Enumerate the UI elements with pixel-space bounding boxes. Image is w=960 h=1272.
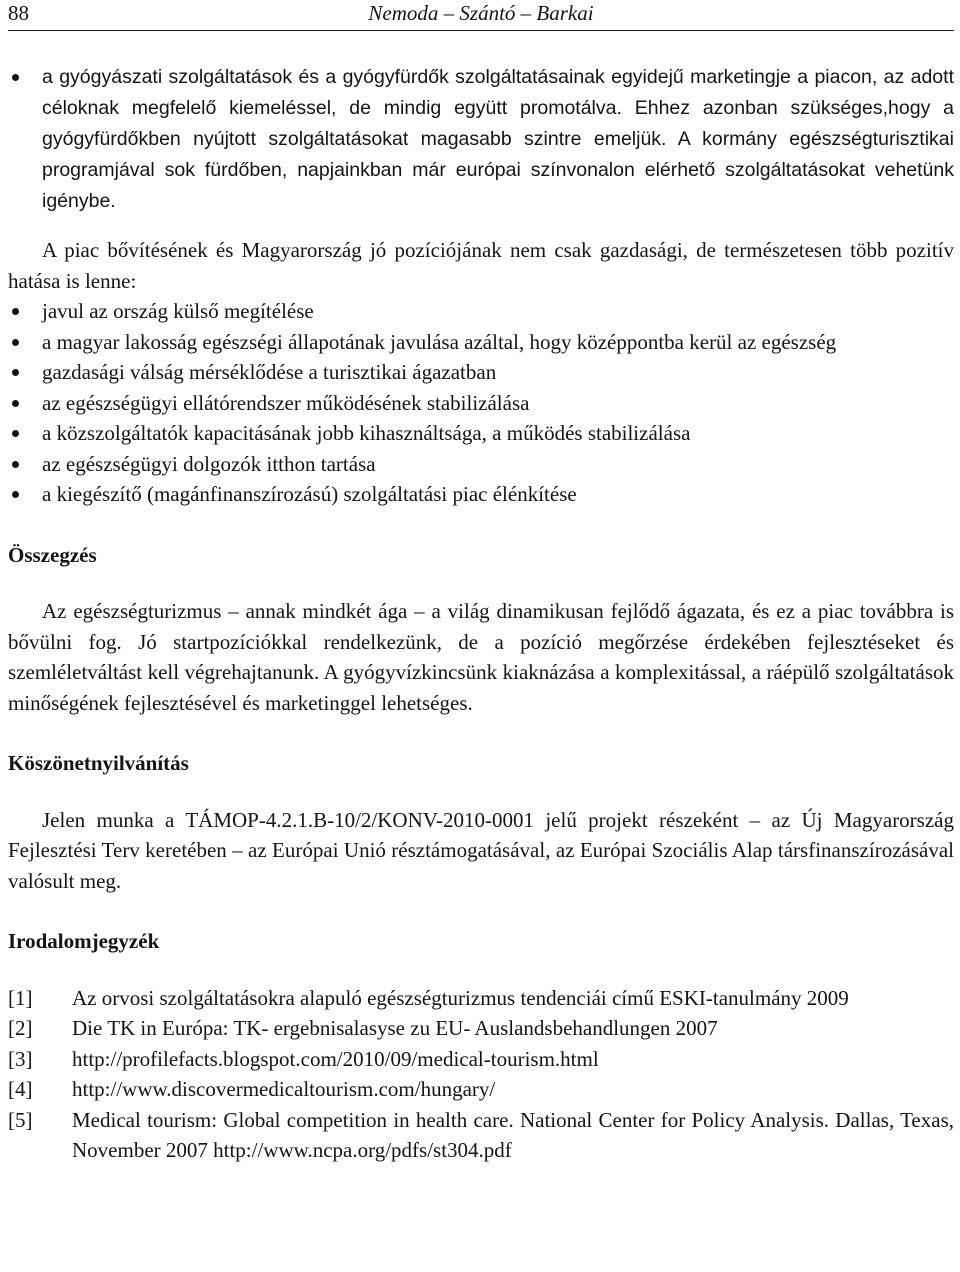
list-item: [8, 62, 954, 217]
bullet-icon: [12, 400, 19, 407]
acknowledgement-text: Jelen munka a TÁMOP-4.2.1.B-10/2/KONV-2010-0001 jelű projekt részeként – az Új Magyarország Fejlesztési Terv keretében – az Európai Unió résztámogatásával, az Európai Szociális Alap társfinanszírozásával valósult meg.: [8, 807, 954, 893]
page-number: 88: [8, 1, 29, 25]
reference-text: Az orvosi szolgáltatásokra alapuló egészségturizmus tendenciái című ESKI-tanulmány 2009: [72, 985, 849, 1010]
reference-item: [8, 1074, 954, 1105]
page-header: [8, 0, 954, 31]
reference-text: http://www.discovermedicaltourism.com/hungary/: [72, 1077, 496, 1101]
reference-number: [1]: [8, 985, 33, 1010]
bullet-icon: [12, 308, 19, 315]
effect-text: az egészségügyi ellátórendszer működésének stabilizálása: [42, 390, 530, 415]
effects-list: [8, 296, 954, 510]
list-item: [8, 357, 954, 388]
list-item: [8, 418, 954, 449]
reference-item: [8, 1013, 954, 1044]
references-heading: Irodalomjegyzék: [8, 929, 160, 953]
market-paragraph: A piac bővítésének és Magyarország jó pozíciójának nem csak gazdasági, de természetesen több pozitív hatása is lenne:: [8, 238, 954, 293]
bullet-icon: [12, 74, 19, 81]
reference-item: [8, 1044, 954, 1075]
effect-text: a magyar lakosság egészségi állapotának javulása azáltal, hogy középpontba kerül az egészség: [42, 329, 837, 354]
page-body: [8, 62, 954, 1166]
bullet-icon: [12, 491, 19, 498]
effect-text: gazdasági válság mérséklődése a turisztikai ágazatban: [42, 360, 497, 384]
intro-bullet-text: a gyógyászati szolgáltatások és a gyógyfürdők szolgáltatásainak egyidejű marketingje a piacon, az adott céloknak megfelelő kiemeléssel, de mindig együtt promotálva. Ehhez azonban szükséges,hogy a gyógyfürdőkben nyújtott szolgáltatásokat magasabb szintre emeljük. A kormány egészségturisztikai programjával sok fürdőben, napjainkban már európai színvonalon elérhető szolgáltatásokat vehetünk igénybe.: [42, 66, 954, 212]
effect-text: javul az ország külső megítélése: [42, 299, 314, 323]
reference-number: [3]: [8, 1046, 33, 1071]
effect-text: a közszolgáltatók kapacitásának jobb kihasználtsága, a működés stabilizálása: [42, 421, 691, 445]
list-item: [8, 296, 954, 327]
reference-item: [8, 1105, 954, 1166]
effect-text: a kiegészítő (magánfinanszírozású) szolgáltatási piac élénkítése: [42, 482, 577, 506]
reference-item: [8, 983, 954, 1014]
intro-list: [8, 62, 954, 217]
acknowledgement-heading: Köszönetnyilvánítás: [8, 751, 189, 775]
references-list: [8, 983, 954, 1166]
reference-number: [4]: [8, 1077, 33, 1101]
list-item: [8, 449, 954, 480]
reference-text: Die TK in Európa: TK- ergebnisalasyse zu EU- Auslandsbehandlungen 2007: [72, 1016, 718, 1040]
effect-text: az egészségügyi dolgozók itthon tartása: [42, 451, 376, 476]
list-item: [8, 327, 954, 358]
reference-number: [5]: [8, 1107, 33, 1132]
reference-number: [2]: [8, 1016, 33, 1040]
bullet-icon: [12, 461, 19, 468]
list-item: [8, 479, 954, 510]
summary-text: Az egészségturizmus – annak mindkét ága – a világ dinamikusan fejlődő ágazata, és ez a piac továbbra is bővülni fog. Jó startpozíciókkal rendelkezünk, de a pozíció megőrzése érdekében fejlesztéseket és szemléletváltást kell végrehajtanunk. A gyógyvízkincsünk kiaknázása a komplexitással, a ráépülő szolgáltatások minőségének fejlesztésével és marketinggel lehetséges.: [8, 599, 954, 715]
running-title: Nemoda – Szántó – Barkai: [368, 1, 594, 25]
summary-heading: Összegzés: [8, 542, 97, 567]
list-item: [8, 388, 954, 419]
bullet-icon: [12, 339, 19, 346]
bullet-icon: [12, 430, 19, 437]
reference-text: Medical tourism: Global competition in health care. National Center for Policy Analysis. Dallas, Texas, November 2007 http://www.ncpa.org/pdfs/st304.pdf: [72, 1107, 954, 1162]
reference-text: http://profilefacts.blogspot.com/2010/09/medical-tourism.html: [72, 1046, 599, 1071]
bullet-icon: [12, 369, 19, 376]
